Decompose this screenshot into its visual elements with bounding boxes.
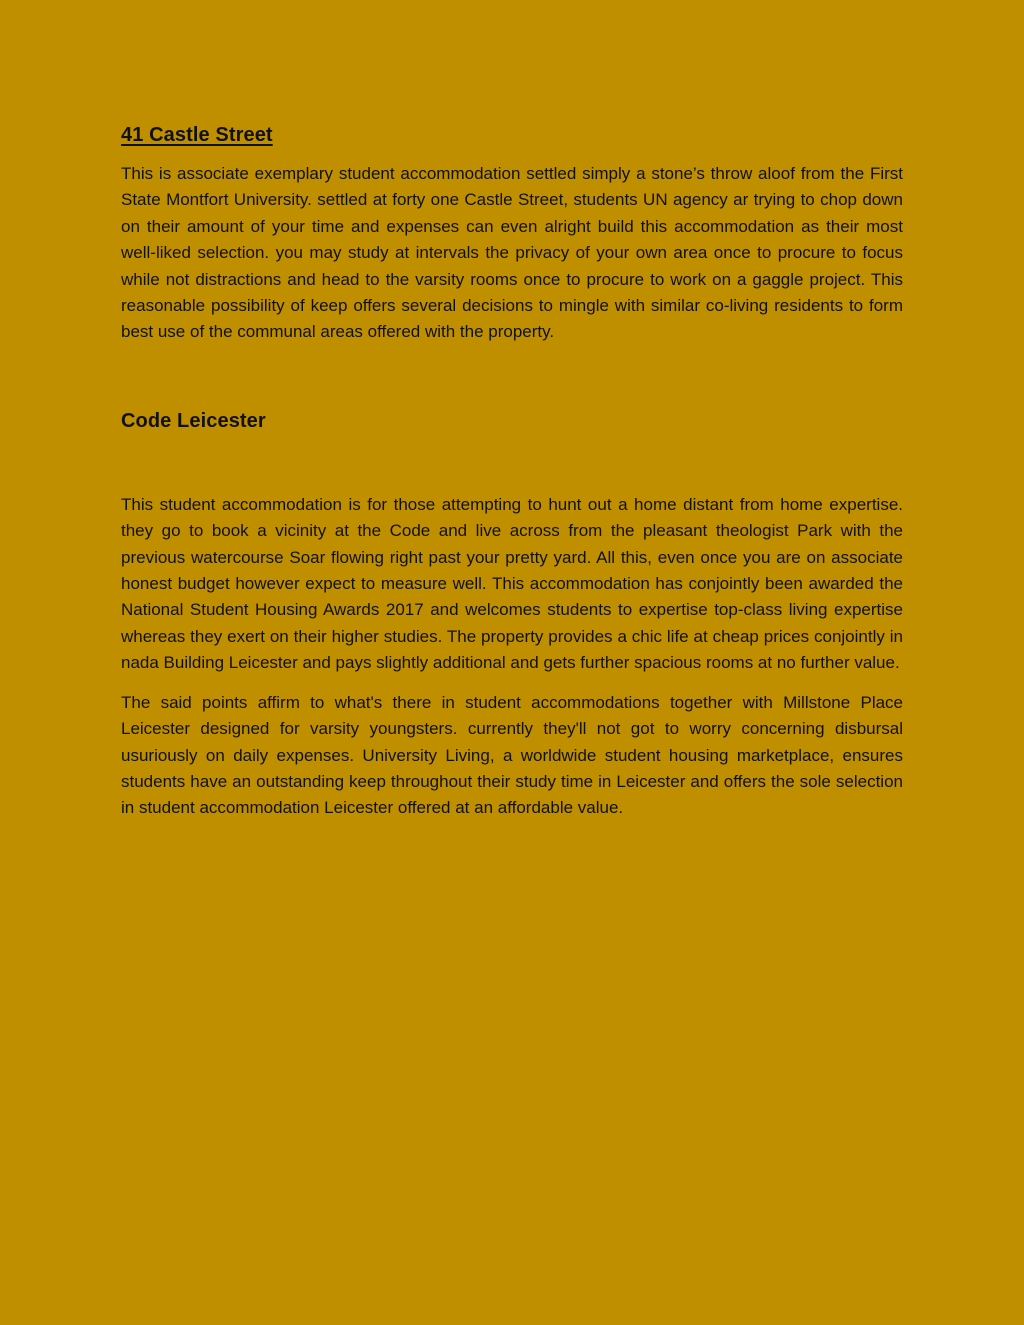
paragraph-conclusion: The said points affirm to what's there in student accommodations together with Millstone Place Leicester designed for varsity youngsters. currently they'll not got to worry concerning disbursal usuriously on daily expenses. University Living, a worldwide student housing marketplace, ensures students have an outstanding keep throughout their study time in Leicester and offers the sole selection in student accommodation Leicester offered at an affordable value. xyxy=(121,692,903,818)
section-heading-code-leicester: Code Leicester xyxy=(121,409,266,432)
document-page xyxy=(121,118,903,822)
paragraph-code-leicester: This student accommodation is for those attempting to hunt out a home distant from home expertise. they go to book a vicinity at the Code and live across from the pleasant theologist Park with the previous watercourse Soar flowing right past your pretty yard. All this, even once you are on associate honest budget however expect to measure well. This accommodation has conjointly been awarded the National Student Housing Awards 2017 and welcomes students to expertise top-class living expertise whereas they exert on their higher studies. The property provides a chic life at cheap prices conjointly in nada Building Leicester and pays slightly additional and gets further spacious rooms at no further value. xyxy=(121,494,903,673)
section-heading-41-castle-street: 41 Castle Street xyxy=(121,124,273,146)
paragraph-41-castle-street: This is associate exemplary student accommodation settled simply a stone’s throw aloof from the First State Montfort University. settled at forty one Castle Street, students UN agency ar trying to chop down on their amount of your time and expenses can even alright build this accommodation as their most well-liked selection. you may study at intervals the privacy of your own area once to procure to focus while not distractions and head to the varsity rooms once to procure to work on a gaggle project. This reasonable possibility of keep offers several decisions to mingle with similar co-living residents to form best use of the communal areas offered with the property. xyxy=(121,164,903,342)
